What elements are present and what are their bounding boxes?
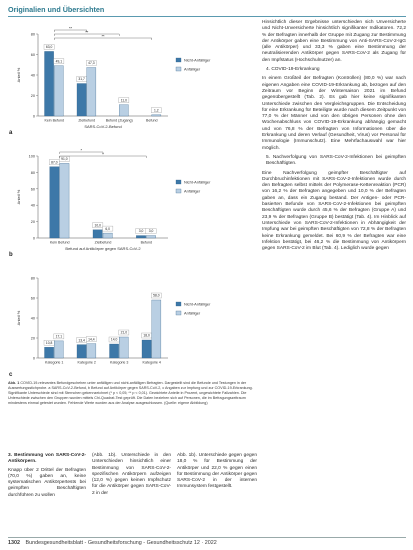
- data-label: 14,4: [88, 337, 95, 342]
- bottom-text-column-2: [92, 453, 171, 497]
- bar: [142, 340, 151, 358]
- data-label: 87,0: [51, 160, 58, 165]
- x-tick-label: Kategorie 3: [110, 360, 129, 365]
- legend-entry: Anfälliger: [184, 310, 201, 316]
- page-number: 1302: [8, 540, 20, 546]
- data-label: 6,0: [105, 226, 110, 231]
- subsection-heading: 5. Nachverfolgung von SARS-CoV-2-Infektionen bei geimpften Beschäftigten.: [266, 154, 406, 167]
- data-label: 91,0: [61, 157, 68, 162]
- significance-marker: *: [80, 147, 83, 153]
- subsection-heading: 4. COVID-19-Erkrankung: [266, 67, 320, 73]
- legend-swatch: [176, 311, 181, 315]
- paragraph: (Abb. 1b). Unterschiede in den Unterschieden hinsichtlich einer Bestimmung von SARS-CoV-2-spezifischen Antikörpern aufzeigen (12,0 %) gegen keinen Impfschutz für die Antikörper gegen SARS-CoV-2 in der: [92, 453, 171, 496]
- data-label: 58,0: [153, 293, 160, 298]
- y-tick-label: 60: [30, 53, 35, 57]
- bar: [136, 236, 145, 238]
- bar: [152, 300, 161, 358]
- y-axis-label: Anteil %: [16, 67, 21, 83]
- legend-swatch: [176, 189, 181, 193]
- data-label: 21,0: [120, 330, 128, 335]
- bar: [60, 163, 69, 238]
- x-tick-label: Kategorie 1: [45, 360, 64, 365]
- bar: [77, 84, 86, 116]
- y-tick-label: 80: [30, 32, 35, 37]
- figure-caption: [8, 381, 258, 406]
- x-tick-label: Kein Befund: [49, 240, 70, 245]
- paragraph: Eine Nachverfolgung geimpfter Beschäftigter auf Durchbruchinfektionen mit SARS-CoV-2-Infektionen wurde durch den Befragten selbst mittels der Polymerase-Kettenreaktion (PCR) von 16,2 % der Befragten angegeben und 10,0 % der Befragten gaben an, dass ein Zugang bestand. Der Antigen- oder PCR-basierten Befunde von SARS-CoV-2-Infektionen bei geimpften Beschäftigten wurde durch 45,6 % der Befragten (Gruppe A) und 23,9 % der Befragten (Gruppe B) bestätigt (Tab. 4). Im Hinblick auf Unterschiede von SARS-CoV-2-Infektionen in Abhängigkeit der Impfung war bei geimpften Beschäftigten von 72,8 % der Befragten keine Erkrankung gemeldet. Bei 60,9 % der Befragten war eine Infektion bestätigt, bei 46,2 % die Bestimmung von Antikörpern gegen SARS-CoV-2 im Blut (Tab. 4). Lediglich wurde gegen: [262, 170, 406, 252]
- data-label: 31,7: [78, 77, 85, 82]
- panel-label: a: [9, 130, 13, 136]
- bar: [45, 51, 54, 116]
- significance-marker: *: [102, 151, 104, 157]
- data-label: 3,0: [148, 229, 154, 234]
- paragraph: Abb. 1b). Unterschiede gegen gegen 18,0 % für Bestimmung der Antikörper und 22,0 % gegen einen für Bestimmung der Antikörper gegen SARS-CoV-2 in der internen Immunsystem festgestellt.: [177, 453, 257, 490]
- chart-panel-a: [8, 20, 258, 138]
- subsection-heading: 3. Bestimmung von SARS-CoV-2-Antikörpern.: [8, 453, 86, 465]
- y-tick-label: 20: [30, 220, 35, 225]
- data-label: 14,0: [110, 337, 118, 342]
- data-label: 47,3: [88, 61, 95, 66]
- bar: [45, 347, 54, 358]
- paragraph: Knapp über 2 Drittel der Befragten (70,0 %) gaben an, keine systematischen Antikörpertests bei geimpften Beschäftigten durchführen zu wollen: [8, 467, 86, 498]
- bottom-text-column-3: [177, 453, 257, 491]
- y-tick-label: 0: [32, 114, 35, 119]
- x-tick-label: Befund (Zugang): [105, 118, 133, 123]
- y-tick-label: 100: [28, 154, 35, 159]
- legend-entry: Nicht-Anfälliger: [184, 301, 211, 307]
- data-label: 11,0: [120, 98, 127, 103]
- x-axis-label: SARS-CoV-2-Befund: [84, 124, 122, 129]
- y-tick-label: 0: [32, 356, 35, 361]
- legend-entry: Anfälliger: [184, 188, 201, 194]
- bar: [50, 167, 59, 238]
- right-text-column: [262, 20, 406, 255]
- bar: [87, 344, 96, 358]
- bar: [54, 341, 63, 358]
- bar: [110, 344, 119, 358]
- y-tick-label: 20: [30, 94, 35, 98]
- x-tick-label: Zielbefund: [94, 240, 112, 245]
- bar: [93, 230, 102, 238]
- legend-swatch: [176, 180, 181, 184]
- bar: [77, 345, 86, 358]
- bar: [87, 68, 96, 116]
- x-tick-label: Kategorie 4: [142, 360, 161, 365]
- chart-panel-c: [8, 264, 258, 380]
- data-label: 13,4: [78, 338, 85, 343]
- panel-label: c: [9, 372, 13, 378]
- section-title: Originalien und Übersichten: [8, 5, 105, 14]
- legend-swatch: [176, 302, 181, 306]
- caption-label: Abb. 1: [8, 381, 20, 385]
- data-label: 18,0: [143, 333, 150, 338]
- significance-marker: **: [85, 29, 89, 35]
- journal-name: Bundesgesundheitsblatt - Gesundheitsforschung - Gesundheitsschutz 12 · 2022: [25, 540, 217, 546]
- legend-entry: Anfälliger: [184, 66, 201, 72]
- data-label: 49,1: [55, 59, 63, 64]
- data-label: 3,0: [138, 229, 144, 234]
- legend-entry: Nicht-Anfälliger: [184, 57, 211, 63]
- chart-panel-b: [8, 142, 258, 260]
- x-tick-label: Kein Befund: [44, 118, 65, 123]
- bar: [119, 105, 128, 116]
- data-label: 1,2: [154, 108, 159, 113]
- y-axis-label: Anteil %: [16, 310, 21, 326]
- paragraph: Hinsichtlich dieser Ergebnisse unterschieden sich Unversicherte und Nicht-Unversicherte hinsichtlich signifikanter Indikatoren. 72,2 % der Befragten innerhalb der Gruppe mit Zugang zur Bestimmung der Antikörper gaben eine Bestimmung von Anti-SARS-CoV-2-IgG (alle Antikörper) und 33,3 % gaben eine Bestimmung der neutralisierenden Antikörper gegen SARS-CoV-2 als Zugang für den Impfstatus (Hochschulnutzer) an.: [262, 20, 406, 63]
- x-axis-label: Befund auf Antikörper gegen SARS-CoV-2: [65, 246, 141, 251]
- caption-text: COVID-19-relevantes Befundgeschehen unter anfälligen und nicht-anfälligen Befragten. Dargestellt sind die Befunde und Testungen in der Auswertungsstichprobe. a SARS-CoV-2-Befund, b Befund auf Antikörper gegen SARS-CoV-2, c Angaben zur Impfung und zur COVID-19-Erkrankung. Signifikante Unterschiede sind mit Sternchen gekennzeichnet (* p < 0,05; ** p < 0,01). Gewichtete Anteile in Prozent, ungewichtete Fallzahlen. Die Unterschiede zwischen den Gruppen wurden mittels Chi-Quadrat-Test geprüft. Die Daten beziehen sich auf Personen, die im Befragungszeitraum mindestens einmal getestet wurden. Fehlende Werte wurden aus der Analyse ausgeschlossen. (Quelle: eigene Abbildung): [8, 381, 253, 406]
- bar: [54, 66, 63, 116]
- bar: [103, 233, 112, 238]
- y-tick-label: 60: [30, 296, 35, 301]
- x-tick-label: Zielbefund: [78, 118, 96, 123]
- y-tick-label: 80: [30, 170, 35, 175]
- legend-entry: Nicht-Anfälliger: [184, 179, 211, 185]
- figure-panel: [8, 20, 258, 380]
- x-tick-label: Befund: [146, 118, 158, 123]
- bar: [152, 115, 161, 116]
- significance-marker: **: [101, 33, 105, 39]
- panel-label: b: [9, 252, 13, 258]
- y-tick-label: 20: [30, 336, 35, 341]
- page-footer: [8, 540, 217, 546]
- data-label: 10,8: [45, 340, 53, 345]
- y-tick-label: 40: [30, 316, 35, 321]
- y-tick-label: 40: [30, 73, 35, 78]
- data-label: 17,1: [55, 334, 63, 339]
- legend-swatch: [176, 58, 181, 62]
- paragraph: In einem Großteil der Befragten (Kontrollen) (80,0 %) war nach eigenen Angaben eine COVID-19-Erkrankung ab, bezogen auf den Zeitraum vor Beginn der Wintersaison 2021 im Befund gegenübergestellt (Tab. 2). Es gab hier keine signifikanten Unterschiede zwischen den Vergleichsgruppen. Die Entscheidung für eine Erkrankung für Beteiligte wurde nach diesem Zeitpunkt von 77,0 % der Männer und von den übrigen Personen ohne den Wochenabschluss von COVID-19-Erkrankung abhängig gemacht und von 76,8 % der Befragten von Informationen über die Erkrankung und deren Verlauf (Gesundheit, Virus) vor Personal für Immunologie (Immunschutz). Eine Mehrfachauswahl war hier möglich.: [262, 76, 406, 151]
- y-axis-label: Anteil %: [16, 189, 21, 205]
- y-tick-label: 60: [30, 187, 35, 192]
- x-tick-label: Befund: [140, 240, 153, 245]
- y-tick-label: 40: [30, 203, 35, 208]
- legend-swatch: [176, 67, 181, 71]
- bottom-text-column-1: [8, 453, 86, 499]
- data-label: 63,0: [45, 45, 53, 50]
- bar: [119, 337, 128, 358]
- footer-divider: [8, 537, 406, 538]
- y-tick-label: 80: [30, 276, 35, 281]
- bar: [146, 236, 155, 238]
- data-label: 10,0: [94, 223, 101, 228]
- header-divider: [8, 16, 406, 17]
- significance-marker: **: [68, 25, 73, 31]
- y-tick-label: 0: [32, 236, 35, 241]
- x-tick-label: Kategorie 2: [77, 360, 96, 365]
